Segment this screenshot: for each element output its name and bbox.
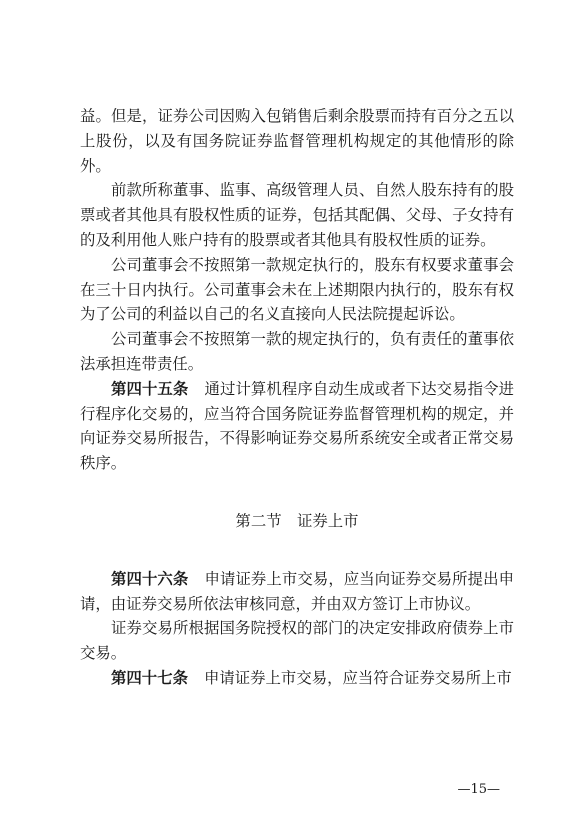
article-45: [80, 377, 514, 476]
paragraph-4: 公司董事会不按照第一款的规定执行的，负有责任的董事依法承担连带责任。: [80, 330, 514, 373]
paragraph-after-46: 证券交易所根据国务院授权的部门的决定安排政府债券上市交易。: [80, 619, 514, 663]
paragraph-1: 益。但是，证券公司因购入包销售后剩余股票而持有百分之五以上股份，以及有国务院证券监督管理机构规定的其他情形的除外。: [80, 107, 514, 175]
paragraph-3: 公司董事会不按照第一款规定执行的，股东有权要求董事会在三十日内执行。公司董事会未在上述期限内执行的，股东有权为了公司的利益以自己的名义直接向人民法院提起诉讼。: [80, 255, 514, 324]
section-title: 第二节 证券上市: [235, 511, 359, 530]
article-46-text: 申请证券上市交易，应当向证券交易所提出申请，由证券交易所依法审核同意，并由双方签订上市协议。: [80, 569, 514, 613]
document-body: [80, 104, 514, 691]
article-46: [80, 567, 514, 617]
article-45-text: 通过计算机程序自动生成或者下达交易指令进行程序化交易的，应当符合国务院证券监督管理机构的规定，并向证券交易所报告，不得影响证券交易所系统安全或者正常交易秩序。: [80, 379, 514, 473]
article-46-title: 第四十六条: [111, 569, 189, 588]
page-number: —15—: [457, 782, 500, 797]
article-47-title: 第四十七条: [111, 668, 188, 687]
article-45-title: 第四十五条: [111, 379, 189, 398]
article-47-text: 申请证券上市交易，应当符合证券交易所上市: [203, 668, 512, 687]
article-47: [80, 666, 514, 691]
paragraph-2: 前款所称董事、监事、高级管理人员、自然人股东持有的股票或者其他具有股权性质的证券，包括其配偶、父母、子女持有的及利用他人账户持有的股票或者其他具有股权性质的证券。: [80, 181, 514, 249]
